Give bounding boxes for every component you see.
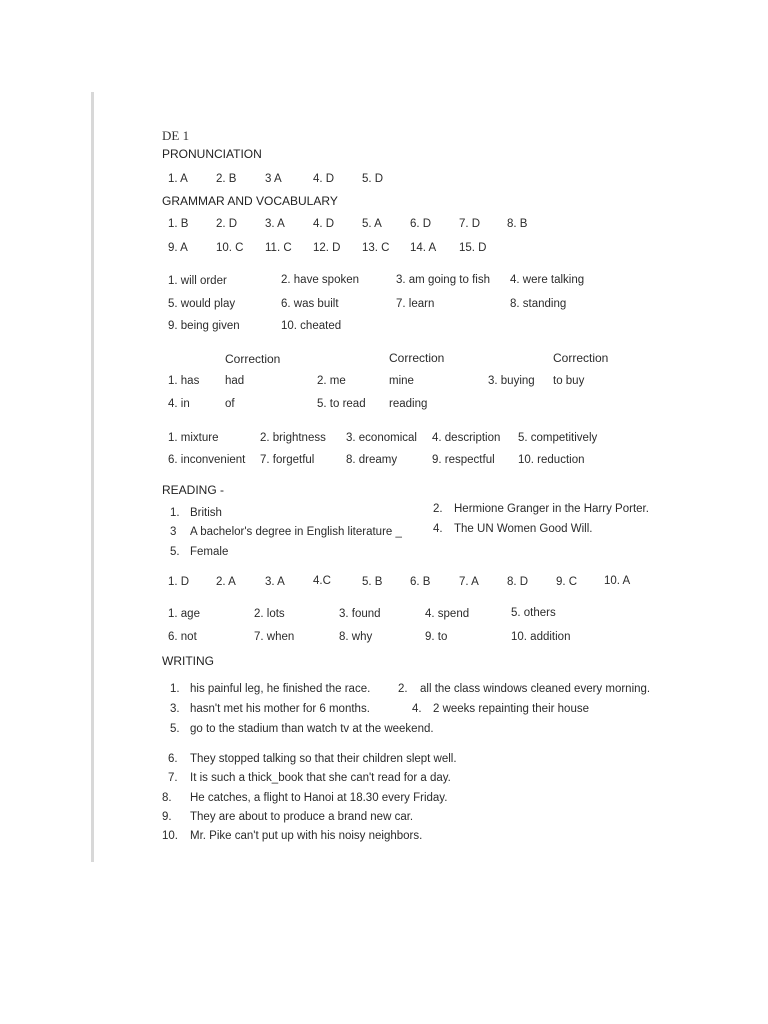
cloze-answer: 10. addition xyxy=(511,631,571,643)
answer: 14. A xyxy=(410,242,437,254)
verb-answer: 7. learn xyxy=(396,298,435,310)
writing-item-text: go to the stadium than watch tv at the weekend. xyxy=(190,723,434,735)
answer: 15. D xyxy=(459,242,487,254)
verb-answer: 4. were talking xyxy=(510,274,585,286)
word-form-answer: 5. competitively xyxy=(518,432,598,444)
word-form-answer: 7. forgetful xyxy=(260,454,315,466)
answer: 5. D xyxy=(362,173,384,185)
word-form-answer: 3. economical xyxy=(346,432,417,444)
writing-item-text: It is such a thick_book that she can't read for a day. xyxy=(190,772,451,784)
verb-answer: 9. being given xyxy=(168,320,240,332)
verb-answer: 6. was built xyxy=(281,298,339,310)
writing-item-number: 10. xyxy=(162,830,178,842)
cloze-answer: 3. found xyxy=(339,608,381,620)
cloze-answer: 5. others xyxy=(511,607,556,619)
answer: 4. D xyxy=(313,218,335,230)
correction-word: had xyxy=(225,375,245,387)
reading-item-number: 5. xyxy=(170,546,180,558)
answer: 13. C xyxy=(362,242,390,254)
pronunciation-heading: PRONUNCIATION xyxy=(162,147,262,161)
reading-item-number: 2. xyxy=(433,503,443,515)
answer: 1. D xyxy=(168,576,190,588)
answer: 10. A xyxy=(604,575,631,587)
page-margin-line xyxy=(91,92,94,862)
correction-word: mine xyxy=(389,375,414,387)
answer: 12. D xyxy=(313,242,341,254)
reading-item-text: A bachelor's degree in English literature _ xyxy=(190,526,402,538)
correction-word: of xyxy=(225,398,235,410)
answer: 11. C xyxy=(265,242,292,254)
answer: 5. B xyxy=(362,576,383,588)
answer: 2. A xyxy=(216,576,236,588)
error-word: 4. in xyxy=(168,398,190,410)
writing-item-number: 2. xyxy=(398,683,408,695)
answer: 3. A xyxy=(265,218,285,230)
answer: 4. D xyxy=(313,173,335,185)
correction-header: Correction xyxy=(553,351,609,365)
writing-item-text: hasn't met his mother for 6 months. xyxy=(190,703,370,715)
answer: 9. C xyxy=(556,576,578,588)
reading-heading: READING - xyxy=(162,483,225,497)
cloze-answer: 2. lots xyxy=(254,608,285,620)
verb-answer: 3. am going to fish xyxy=(396,274,490,286)
answer: 1. A xyxy=(168,173,188,185)
word-form-answer: 9. respectful xyxy=(432,454,495,466)
answer: 3. A xyxy=(265,576,285,588)
answer: 2. B xyxy=(216,173,237,185)
answer: 6. B xyxy=(410,576,431,588)
answer: 7. A xyxy=(459,576,479,588)
verb-answer: 5. would play xyxy=(168,298,236,310)
error-word: 2. me xyxy=(317,375,346,387)
word-form-answer: 8. dreamy xyxy=(346,454,398,466)
reading-item-text: Hermione Granger in the Harry Porter. xyxy=(454,503,649,515)
correction-header: Correction xyxy=(389,351,445,365)
answer: 8. B xyxy=(507,218,528,230)
word-form-answer: 1. mixture xyxy=(168,432,219,444)
reading-item-number: 3 xyxy=(170,526,177,538)
reading-item-text: Female xyxy=(190,546,229,558)
correction-word: to buy xyxy=(553,375,585,387)
cloze-answer: 6. not xyxy=(168,631,197,643)
reading-item-number: 4. xyxy=(433,523,443,535)
word-form-answer: 10. reduction xyxy=(518,454,585,466)
cloze-answer: 7. when xyxy=(254,631,295,643)
writing-item-text: He catches, a flight to Hanoi at 18.30 every Friday. xyxy=(190,792,448,804)
cloze-answer: 4. spend xyxy=(425,608,470,620)
writing-item-number: 3. xyxy=(170,703,180,715)
writing-item-text: They are about to produce a brand new car. xyxy=(190,811,414,823)
writing-item-text: They stopped talking so that their children slept well. xyxy=(190,753,457,765)
writing-item-text: Mr. Pike can't put up with his noisy neighbors. xyxy=(190,830,423,842)
writing-item-number: 1. xyxy=(170,683,180,695)
correction-header: Correction xyxy=(225,352,281,366)
cloze-answer: 8. why xyxy=(339,631,373,643)
writing-item-text: all the class windows cleaned every morning. xyxy=(420,683,651,695)
error-word: 5. to read xyxy=(317,398,366,410)
document-title: DE 1 xyxy=(162,128,190,143)
writing-item-number: 6. xyxy=(168,753,178,765)
answer: 8. D xyxy=(507,576,529,588)
answer: 1. B xyxy=(168,218,189,230)
answer: 4.C xyxy=(313,575,331,587)
verb-answer: 8. standing xyxy=(510,298,567,310)
verb-answer: 1. will order xyxy=(168,275,227,287)
correction-word: reading xyxy=(389,398,428,410)
cloze-answer: 9. to xyxy=(425,631,448,643)
answer: 10. C xyxy=(216,242,244,254)
verb-answer: 10. cheated xyxy=(281,320,342,332)
reading-item-text: British xyxy=(190,507,222,519)
error-word: 3. buying xyxy=(488,375,535,387)
writing-heading: WRITING xyxy=(162,654,214,668)
writing-item-number: 4. xyxy=(412,703,422,715)
writing-item-number: 9. xyxy=(162,811,172,823)
answer: 6. D xyxy=(410,218,432,230)
word-form-answer: 2. brightness xyxy=(260,432,326,444)
writing-item-number: 7. xyxy=(168,772,178,784)
writing-item-text: his painful leg, he finished the race. xyxy=(190,683,371,695)
answer: 9. A xyxy=(168,242,188,254)
writing-item-number: 8. xyxy=(162,792,172,804)
answer: 3 A xyxy=(265,173,282,185)
writing-item-number: 5. xyxy=(170,723,180,735)
reading-item-text: The UN Women Good Will. xyxy=(454,523,593,535)
error-word: 1. has xyxy=(168,375,200,387)
word-form-answer: 4. description xyxy=(432,432,501,444)
cloze-answer: 1. age xyxy=(168,608,200,620)
writing-item-text: 2 weeks repainting their house xyxy=(433,703,589,715)
grammar-heading: GRAMMAR AND VOCABULARY xyxy=(162,194,338,208)
reading-item-number: 1. xyxy=(170,507,180,519)
word-form-answer: 6. inconvenient xyxy=(168,454,246,466)
answer: 2. D xyxy=(216,218,238,230)
verb-answer: 2. have spoken xyxy=(281,274,360,286)
answer: 5. A xyxy=(362,218,382,230)
answer: 7. D xyxy=(459,218,481,230)
